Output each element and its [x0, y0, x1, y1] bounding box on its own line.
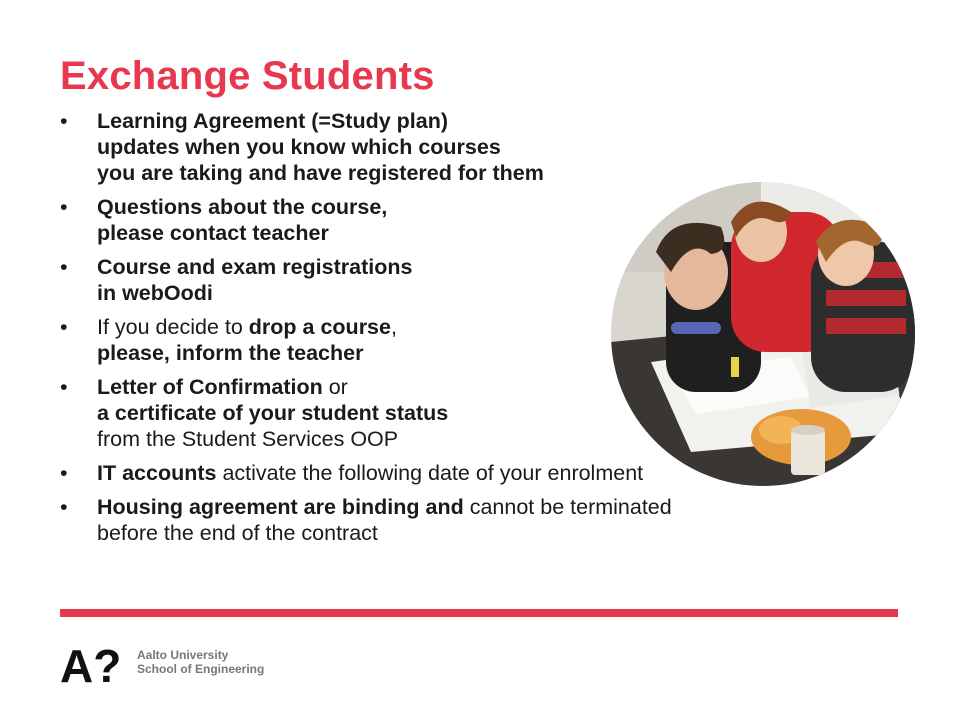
- bullet-text: Questions about the course,: [97, 195, 388, 219]
- aalto-logo-mark-icon: [60, 644, 126, 686]
- bullet-text: from the Student Services OOP: [97, 427, 399, 451]
- bullet-text: Letter of Confirmation: [97, 375, 323, 399]
- bullet-text: Learning Agreement (=Study plan): [97, 109, 449, 133]
- bullet-text: you are taking and have registered for them: [97, 161, 544, 185]
- bullet-marker: •: [60, 255, 68, 279]
- bullet-marker: •: [60, 315, 68, 339]
- bullet-line: [97, 108, 860, 134]
- bullet-text: a certificate of your student status: [97, 401, 449, 425]
- bullet-text: Course and exam registrations: [97, 255, 413, 279]
- bullet-item: [60, 494, 860, 546]
- bullet-text: updates when you know which courses: [97, 135, 501, 159]
- svg-text:A?: A?: [60, 644, 122, 686]
- bullet-text: before the end of the contract: [97, 521, 378, 545]
- bullet-line: [97, 134, 860, 160]
- bullet-line: [97, 520, 860, 546]
- bullet-text: or: [322, 375, 348, 399]
- photo-illustration: [611, 182, 915, 486]
- students-studying-photo: [611, 182, 915, 486]
- bullet-text: please contact teacher: [97, 221, 329, 245]
- bullet-marker: •: [60, 461, 68, 485]
- bullet-item: [60, 108, 860, 186]
- bullet-text: activate the following date of your enrolment: [216, 461, 644, 485]
- bullet-marker: •: [60, 375, 68, 399]
- logo-school-name: School of Engineering: [137, 662, 265, 676]
- footer-divider-bar: [60, 609, 898, 617]
- bullet-marker: •: [60, 195, 68, 219]
- bullet-text: cannot be terminated: [463, 495, 672, 519]
- bullet-text: IT accounts: [97, 461, 217, 485]
- bullet-line: [97, 494, 860, 520]
- slide-title: Exchange Students: [60, 54, 435, 98]
- bullet-marker: •: [60, 495, 68, 519]
- bullet-marker: •: [60, 109, 68, 133]
- bullet-text: Housing agreement are binding and: [97, 495, 464, 519]
- logo-university-name: Aalto University: [137, 648, 229, 662]
- logo-text: [137, 648, 264, 676]
- bullet-text: please, inform the teacher: [97, 341, 364, 365]
- bullet-text: ,: [390, 315, 397, 339]
- bullet-text: drop a course: [248, 315, 391, 339]
- bullet-text: in webOodi: [97, 281, 213, 305]
- bullet-text: If you decide to: [97, 315, 249, 339]
